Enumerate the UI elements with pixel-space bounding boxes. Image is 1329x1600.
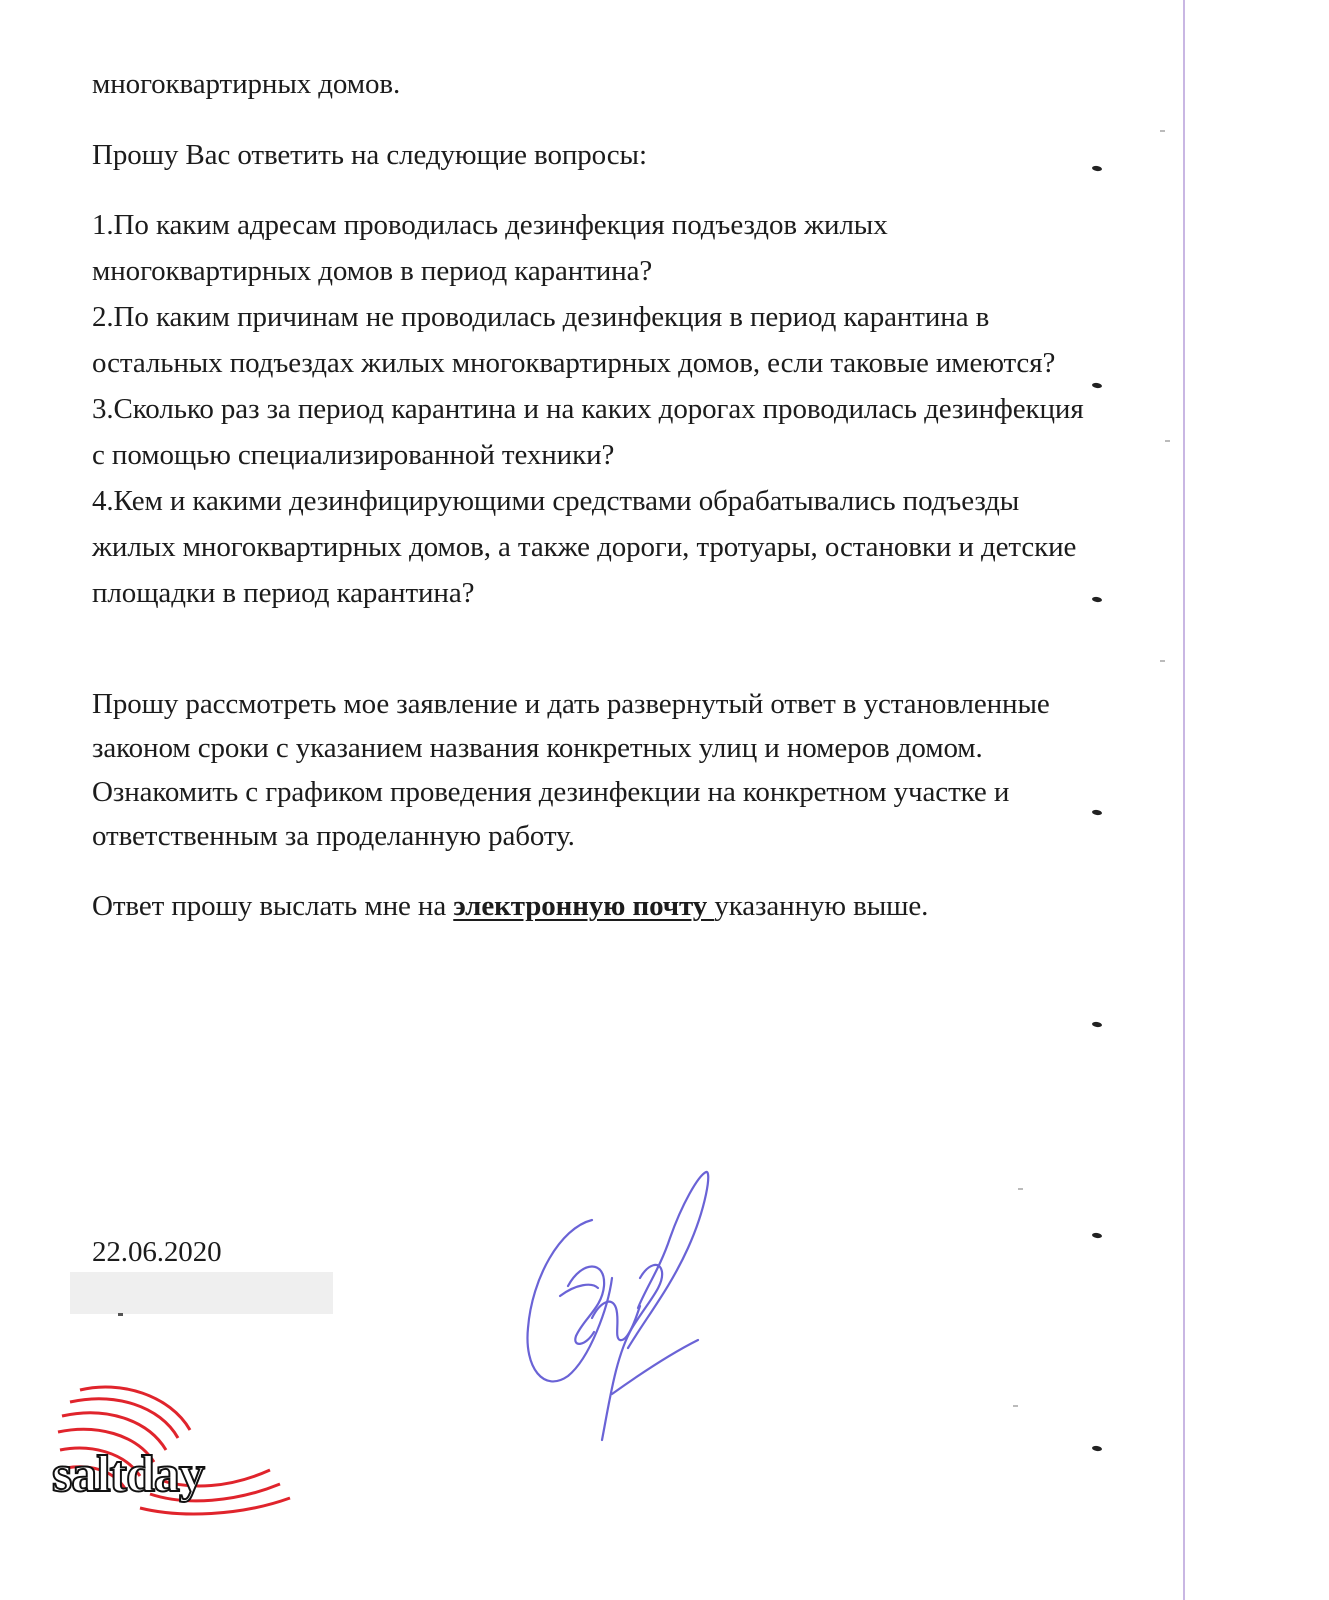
question-line: многоквартирных домов в период карантина?	[92, 255, 653, 287]
margin-rule	[1183, 0, 1185, 1600]
paragraph-continuation: многоквартирных домов.	[92, 68, 401, 100]
scan-speck	[118, 1313, 123, 1316]
scan-mark	[1092, 809, 1103, 815]
scan-mark	[1092, 165, 1103, 171]
request-line: ответственным за проделанную работу.	[92, 820, 575, 852]
reply-after: указанную выше.	[714, 890, 929, 922]
scan-mark	[1092, 596, 1103, 602]
email-reference: электронную почту	[453, 890, 715, 922]
question-line: площадки в период карантина?	[92, 577, 475, 609]
scan-mark	[1092, 382, 1103, 388]
question-line: с помощью специализированной техники?	[92, 439, 615, 471]
scan-mark	[1092, 1445, 1103, 1451]
scan-speck	[1013, 1405, 1018, 1407]
request-line: Ознакомить с графиком проведения дезинфекции на конкретном участке и	[92, 776, 1010, 808]
reply-request	[92, 892, 928, 921]
document-date: 22.06.2020	[92, 1236, 222, 1268]
redacted-name	[70, 1272, 333, 1314]
reply-before: Ответ прошу выслать мне на	[92, 890, 454, 922]
question-line: 2.По каким причинам не проводилась дезинфекция в период карантина в	[92, 301, 990, 333]
request-line: Прошу рассмотреть мое заявление и дать развернутый ответ в установленные	[92, 688, 1050, 720]
scan-speck	[1160, 660, 1165, 662]
request-line: законом сроки с указанием названия конкретных улиц и номеров домом.	[92, 732, 983, 764]
scan-mark	[1092, 1232, 1103, 1238]
question-line: жилых многоквартирных домов, а также дороги, тротуары, остановки и детские	[92, 531, 1077, 563]
scan-speck	[1165, 440, 1170, 442]
signature	[520, 1168, 750, 1458]
scan-mark	[1092, 1021, 1103, 1027]
request-intro: Прошу Вас ответить на следующие вопросы:	[92, 139, 647, 171]
question-line: 3.Сколько раз за период карантина и на каких дорогах проводилась дезинфекция	[92, 393, 1084, 425]
question-line: 4.Кем и какими дезинфицирующими средствами обрабатывались подъезды	[92, 485, 1020, 517]
question-line: 1.По каким адресам проводилась дезинфекция подъездов жилых	[92, 209, 888, 241]
question-line: остальных подъездах жилых многоквартирных домов, если таковые имеются?	[92, 347, 1056, 379]
scan-speck	[1018, 1188, 1023, 1190]
scan-speck	[1160, 130, 1165, 132]
saltday-logo-text: saltday	[52, 1446, 204, 1503]
